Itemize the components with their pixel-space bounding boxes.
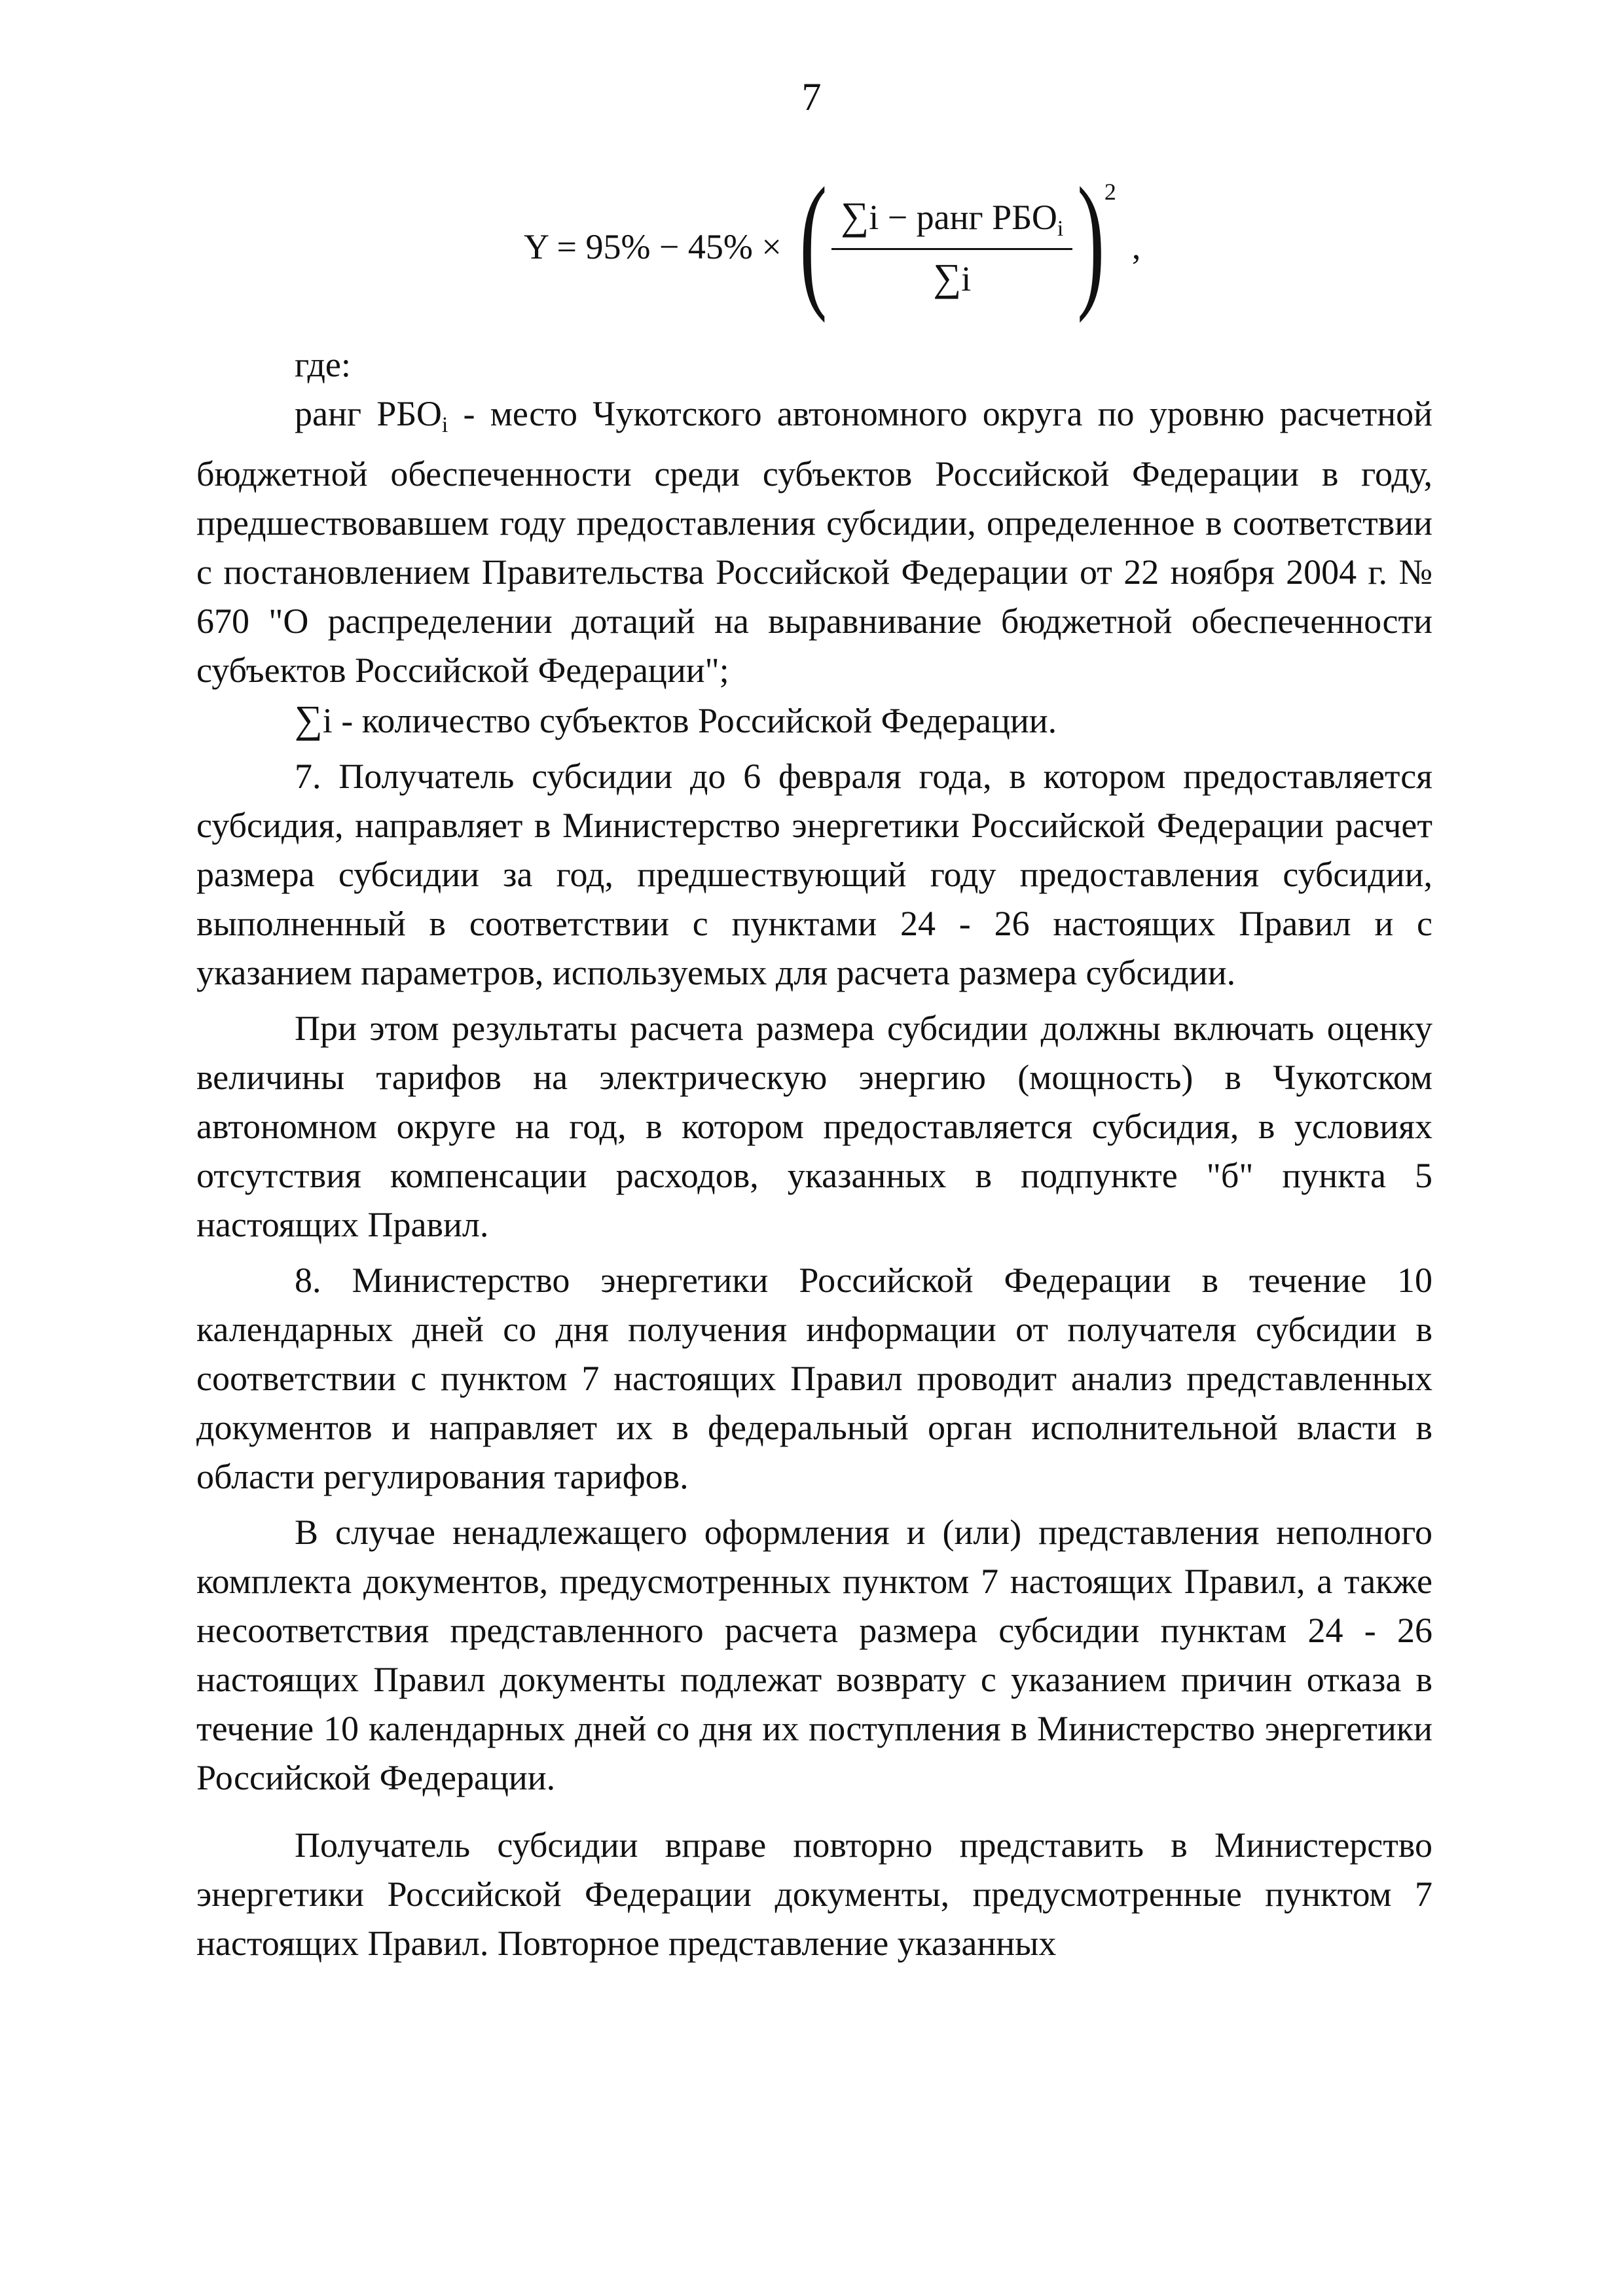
sum-text: i - количество субъектов Российской Федерации.: [322, 701, 1057, 740]
formula-lhs: Y = 95% − 45% ×: [524, 227, 782, 266]
sigma-symbol: ∑: [933, 255, 962, 299]
document-body: [196, 340, 1432, 1968]
paragraph-8-resubmission: Получатель субсидии вправе повторно представить в Министерство энергетики Российской Федерации документы, предусмотренные пунктом 7 настоящих Правил. Повторное представление указанных: [196, 1825, 1432, 1963]
formula-exponent: 2: [1104, 179, 1116, 205]
denominator-text: i: [961, 259, 972, 298]
sum-definition: [196, 695, 1432, 745]
where-label: где:: [295, 345, 351, 384]
rank-text: - место Чукотского автономного округа по уровню расчетной бюджетной обеспеченности среди субъектов Российской Федерации в году, предшествовавшем году предоставления субсидии, определенное в соответствии с постановлением Правительства Российской Федерации от 22 ноября 2004 г. № 670 "О распределении дотаций на выравнивание бюджетной обеспеченности субъектов Российской Федерации";: [196, 394, 1433, 690]
sigma-symbol: ∑: [841, 194, 869, 238]
fraction-numerator: [831, 194, 1072, 250]
left-paren: (: [799, 156, 828, 323]
formula-fraction: [831, 194, 1072, 300]
numerator-subscript: i: [1057, 216, 1064, 241]
paragraph-8-continued: В случае ненадлежащего оформления и (или) представления неполного комплекта документов, предусмотренных пунктом 7 настоящих Правил, а также несоответствия представленного расчета размера субсидии пунктам 24 - 26 настоящих Правил документы подлежат возврату с указанием причин отказа в течение 10 календарных дней со дня их поступления в Министерство энергетики Российской Федерации.: [196, 1513, 1432, 1797]
page-number: 7: [801, 75, 822, 118]
rank-label: ранг РБО: [295, 394, 442, 433]
fraction-denominator: [933, 250, 971, 300]
numerator-text: i − ранг РБО: [869, 197, 1057, 237]
paragraph-7-continued: При этом результаты расчета размера субсидии должны включать оценку величины тарифов на электрическую энергию (мощность) в Чукотском автономном округе на год, в котором предоставляется субсидия, в условиях отсутствия компенсации расходов, указанных в подпункте "б" пункта 5 настоящих Правил.: [196, 1009, 1432, 1244]
sigma-symbol: ∑: [295, 698, 323, 741]
paragraph-7: 7. Получатель субсидии до 6 февраля года, в котором предоставляется субсидия, направляет в Министерство энергетики Российской Федерации расчет размера субсидии за год, предшествующий году предоставления субсидии, выполненный в соответствии с пунктами 24 - 26 настоящих Правил и с указанием параметров, используемых для расчета размера субсидии.: [196, 757, 1432, 992]
rank-definition: [196, 389, 1432, 695]
formula-comma: ,: [1131, 227, 1141, 266]
right-paren: ): [1077, 156, 1105, 323]
subsidy-formula: [524, 156, 1141, 323]
paragraph-8: 8. Министерство энергетики Российской Федерации в течение 10 календарных дней со дня получения информации от получателя субсидии в соответствии с пунктом 7 настоящих Правил проводит анализ представленных документов и направляет их в федеральный орган исполнительной власти в области регулирования тарифов.: [196, 1261, 1432, 1496]
rank-subscript: i: [441, 413, 448, 437]
